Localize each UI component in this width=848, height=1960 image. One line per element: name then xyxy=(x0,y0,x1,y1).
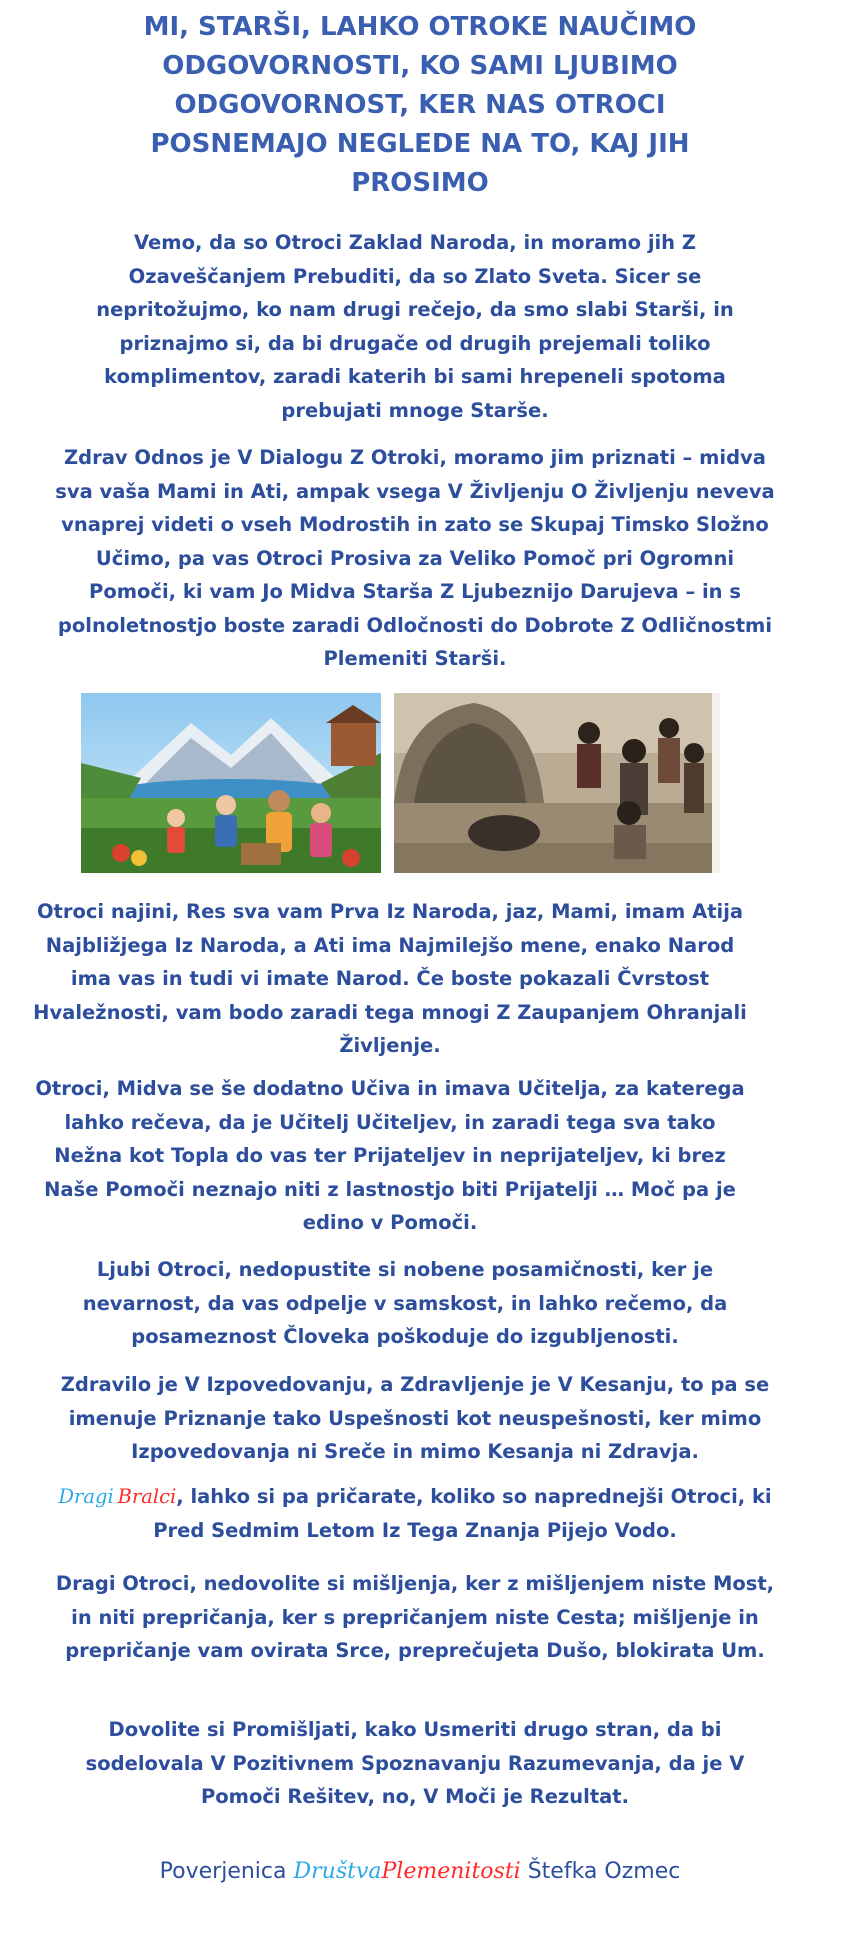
paragraph-4: Otroci, Midva se še dodatno Učiva in imava Učitelja, za katerega lahko rečeva, da je Učitelj Učiteljev, in zaradi tega sva tako Nežna kot Topla do vas ter Prijateljev in neprijateljev, ki brez Naše Pomoči neznajo niti z lastnostjo biti Prijatelji … Moč pa je edino v Pomoči. xyxy=(35,1077,745,1234)
greeting-dragi-bralci xyxy=(58,1485,176,1508)
village-children-photo xyxy=(394,693,720,873)
paragraph-7 xyxy=(55,1480,775,1547)
signature-prefix: Poverjenica xyxy=(159,1859,294,1884)
paragraph-9: Dovolite si Promišljati, kako Usmeriti drugo stran, da bi sodelovala V Pozitivnem Spoznavanju Razumevanja, da je V Pomoči Rešitev, no, V Moči je Rezultat. xyxy=(85,1718,745,1808)
signature-author: Štefka Ozmec xyxy=(520,1859,681,1884)
society-word-drustva: Društva xyxy=(293,1859,382,1884)
paragraph-5: Ljubi Otroci, nedopustite si nobene posamičnosti, ker je nevarnost, da vas odpelje v samskost, in lahko rečemo, da posameznost Človeka poškoduje do izgubljenosti. xyxy=(82,1258,728,1348)
paragraph-2: Zdrav Odnos je V Dialogu Z Otroki, moramo jim priznati – midva sva vaša Mami in Ati, ampak vsega V Življenju O Življenju neveva vnaprej videti o vseh Modrostih in zato se Skupaj Timsko Složno Učimo, pa vas Otroci Prosiva za Veliko Pomoč pri Ogromni Pomoči, ki vam Jo Midva Starša Z Ljubeznijo Darujeva – in s polnoletnostjo boste zaradi Odločnosti do Dobrote Z Odličnostmi Plemeniti Starši. xyxy=(55,446,775,670)
paragraph-3: Otroci najini, Res sva vam Prva Iz Naroda, jaz, Mami, imam Atija Najbližjega Iz Naroda, a Ati ima Najmilejšo mene, enako Narod ima vas in tudi vi imate Narod. Če boste pokazali Čvrstost Hvaležnosti, vam bodo zaradi tega mnogi Z Zaupanjem Ohranjali Življenje. xyxy=(33,900,747,1057)
paragraph-7-text: , lahko si pa pričarate, koliko so naprednejši Otroci, ki Pred Sedmim Letom Iz Tega Znanja Pijejo Vodo. xyxy=(153,1485,772,1542)
greeting-word-bralci: Bralci xyxy=(117,1485,177,1508)
society-word-plemenitosti: Plemenitosti xyxy=(381,1859,521,1884)
society-name xyxy=(294,1859,521,1884)
family-harvest-illustration xyxy=(81,693,381,873)
greeting-word-dragi: Dragi xyxy=(58,1485,114,1508)
paragraph-6: Zdravilo je V Izpovedovanju, a Zdravljenje je V Kesanju, to pa se imenuje Priznanje tako Uspešnosti kot neuspešnosti, ker mimo Izpovedovanja ni Sreče in mimo Kesanja ni Zdravja. xyxy=(60,1373,770,1463)
paragraph-8: Dragi Otroci, nedovolite si mišljenja, ker z mišljenjem niste Most, in niti prepričanja, ker s prepričanjem niste Cesta; mišljenje in prepričanje vam ovirata Srce, preprečujeta Dušo, blokirata Um. xyxy=(55,1572,775,1662)
paragraph-1: Vemo, da so Otroci Zaklad Naroda, in moramo jih Z Ozaveščanjem Prebuditi, da so Zlato Sveta. Sicer se nepritožujmo, ko nam drugi rečejo, da smo slabi Starši, in priznajmo si, da bi drugače od drugih prejemali toliko komplimentov, zaradi katerih bi sami hrepeneli spotoma prebujati mnoge Starše. xyxy=(96,231,734,422)
page-title: MI, STARŠI, LAHKO OTROKE NAUČIMO ODGOVORNOSTI, KO SAMI LJUBIMO ODGOVORNOST, KER NAS OTROCI POSNEMAJO NEGLEDE NA TO, KAJ JIH PROSIMO xyxy=(143,12,697,198)
signature xyxy=(60,1855,780,1889)
